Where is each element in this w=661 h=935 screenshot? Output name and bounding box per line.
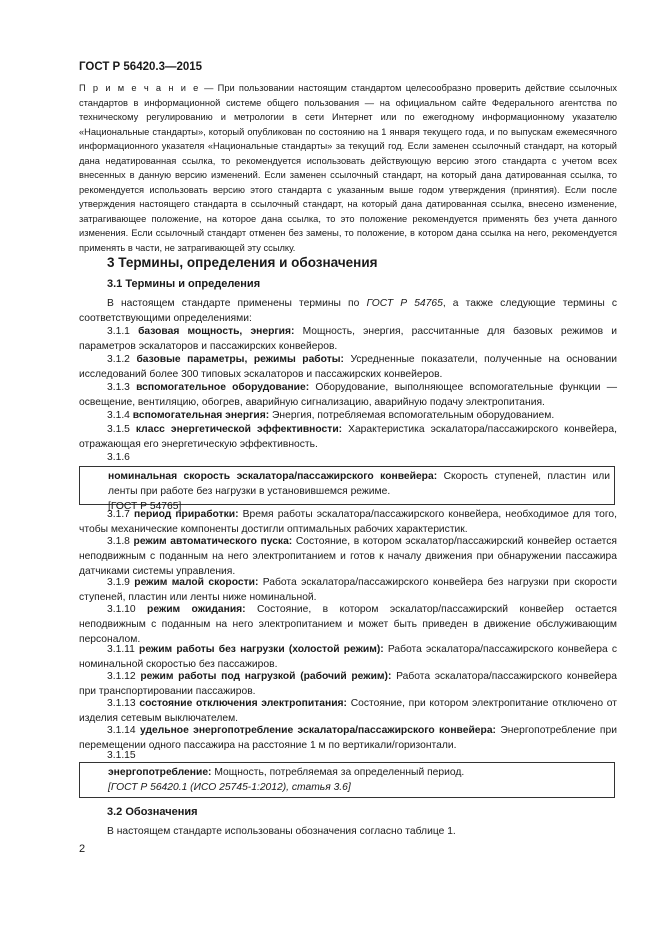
- term-3-1-11: 3.1.11 режим работы без нагрузки (холостой режим): Работа эскалатора/пассажирского конвейера с номинальной скоростью без пассажиров.: [79, 644, 617, 670]
- term-3-1-6-box: [79, 466, 615, 512]
- term-3-1-10: 3.1.10 режим ожидания: Состояние, в котором эскалатор/пассажирский конвейер остается неподвижным с поданным на него электропитанием и может быть приведен в движение обслуживающим персоналом.: [79, 604, 617, 645]
- term-3-1-12: 3.1.12 режим работы под нагрузкой (рабочий режим): Работа эскалатора/пассажирского конвейера при транспортировании пассажиров.: [79, 671, 617, 697]
- note-text: — При пользовании настоящим стандартом целесообразно проверить действие ссылочных стандартов в информационной системе общего пользования — на официальном сайте Федерального агентства по техническому регулированию и метрологии в сети Интернет или по ежегодному информационному указателю «Национальные стандарты», который опубликован по состоянию на 1 января текущего года, и по выпускам ежемесячного информационного указателя «Национальные стандарты» за текущий год. Если заменен ссылочный стандарт, на который дана недатированная ссылка, то рекомендуется использовать действующую версию этого стандарта с учетом всех внесенных в данную версию изменений. Если заменен ссылочный стандарт, на который дана датированная ссылка, то рекомендуется использовать версию этого стандарта с указанным выше годом утверждения (принятия). Если после утверждения настоящего стандарта в ссылочный стандарт, на который дана датированная ссылка, внесено изменение, затрагивающее положение, на которое дана ссылка, то это положение рекомендуется применять без учета данного изменения. Если ссылочный стандарт отменен без замены, то положение, в котором дана ссылка на него, рекомендуется применять в части, не затрагивающей эту ссылку.: [79, 83, 617, 253]
- term-3-1-6-definition: номинальная скорость эскалатора/пассажирского конвейера: Скорость ступеней, пластин или ленты при работе без нагрузки в установившемся режиме.: [108, 471, 610, 497]
- term-3-1-5: 3.1.5 класс энергетической эффективности: Характеристика эскалатора/пассажирского конвейера, отражающая его энергетическую эффективность.: [79, 424, 617, 450]
- intro-paragraph: В настоящем стандарте применены термины по ГОСТ Р 54765, а также следующие термины с соответствующими определениями:: [79, 298, 617, 324]
- subsection-title-3-2: 3.2 Обозначения: [107, 806, 198, 818]
- designations-paragraph: В настоящем стандарте использованы обозначения согласно таблице 1.: [107, 826, 456, 837]
- term-3-1-3: 3.1.3 вспомогательное оборудование: Оборудование, выполняющее вспомогательные функции — освещение, вентиляцию, обогрев, аварийную сигнализацию, аварийную подачу электропитания.: [79, 382, 618, 408]
- term-3-1-14: 3.1.14 удельное энергопотребление эскалатора/пассажирского конвейера: Энергопотребление при перемещении одного пассажира на расстояние 1 м по вертикали/горизонтали.: [79, 725, 617, 751]
- term-3-1-8: 3.1.8 режим автоматического пуска: Состояние, в котором эскалатор/пассажирский конвейер остается неподвижным с поданным на него электропитанием и готов к началу движения при обнаружении пассажира датчиками системы управления.: [79, 536, 618, 577]
- term-3-1-15-source: [ГОСТ Р 56420.1 (ИСО 25745-1:2012), статья 3.6]: [108, 782, 351, 793]
- document-header: ГОСТ Р 56420.3—2015: [79, 61, 203, 73]
- page-number: 2: [79, 843, 86, 855]
- term-3-1-13: 3.1.13 состояние отключения электропитания: Состояние, при котором электропитание отключено от изделия сетевым выключателем.: [79, 698, 617, 724]
- note-label: П р и м е ч а н и е: [79, 83, 200, 93]
- term-3-1-1: 3.1.1 базовая мощность, энергия: Мощность, энергия, рассчитанные для базовых режимов и параметров эскалаторов и пассажирских конвейеров.: [79, 326, 618, 352]
- term-3-1-15-definition: энергопотребление: Мощность, потребляемая за определенный период.: [108, 767, 465, 778]
- term-3-1-7: 3.1.7 период приработки: Время работы эскалатора/пассажирского конвейера, необходимое для того, чтобы механические компоненты достигли оптимальных рабочих характеристик.: [79, 509, 618, 535]
- term-3-1-4: 3.1.4 вспомогательная энергия: Энергия, потребляемая вспомогательным оборудованием.: [107, 410, 555, 421]
- note-paragraph: [79, 81, 617, 255]
- term-3-1-6-number: 3.1.6: [107, 452, 130, 463]
- term-3-1-2: 3.1.2 базовые параметры, режимы работы: Усредненные показатели, полученные на основании исследований более 300 типовых эскалаторов и пассажирских конвейеров.: [79, 354, 617, 380]
- term-3-1-9: 3.1.9 режим малой скорости: Работа эскалатора/пассажирского конвейера без нагрузки при скорости ступеней, пластин или ленты ниже номинальной.: [79, 577, 617, 603]
- term-3-1-15-box: [79, 762, 615, 798]
- section-title: 3 Термины, определения и обозначения: [107, 255, 378, 270]
- subsection-title-3-1: 3.1 Термины и определения: [107, 278, 261, 290]
- term-3-1-15-number: 3.1.15: [107, 750, 136, 761]
- term-3-1-6-source: [ГОСТ Р 54765]: [108, 501, 182, 512]
- reference-link: ГОСТ Р 54765: [366, 298, 443, 309]
